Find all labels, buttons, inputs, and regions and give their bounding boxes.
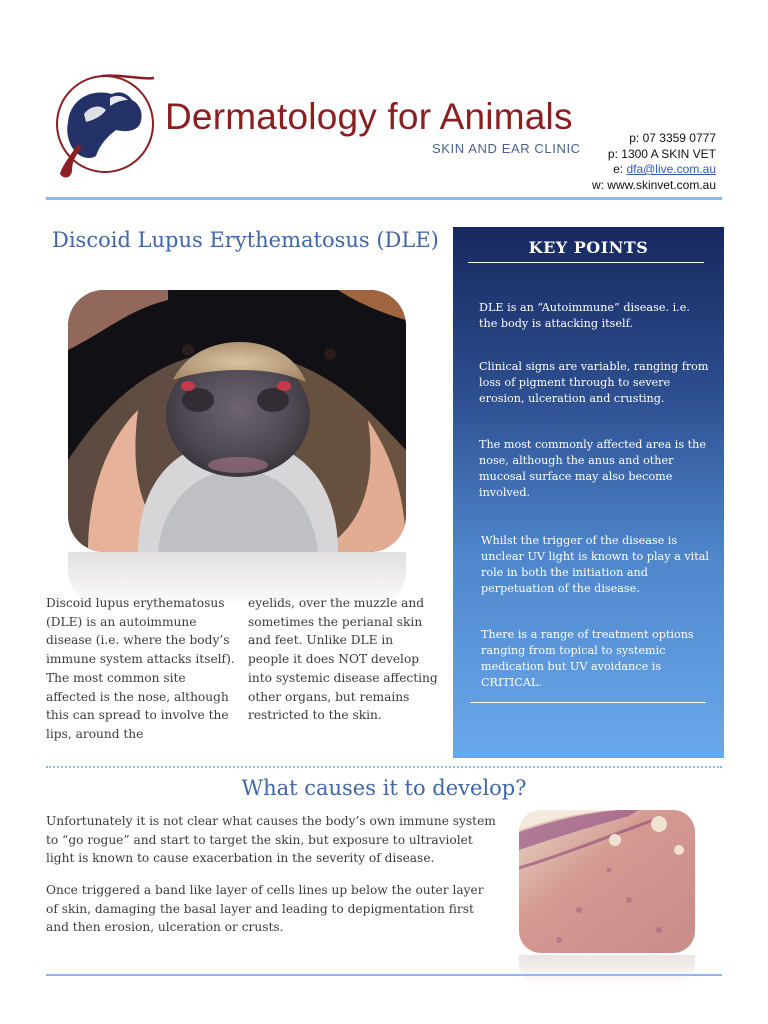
causes-para1: Unfortunately it is not clear what causes the body’s own immune system to “go rogue” and start to target the skin, but exposure to ultraviolet light is known to cause exacerbation in the severity of disease.	[46, 814, 496, 865]
key-point-5: There is a range of treatment options ranging from topical to systemic medication but UV avoidance is CRITICAL.	[481, 628, 694, 689]
key-point-3: The most commonly affected area is the nose, although the anus and other mucosal surface may also become involved.	[479, 438, 706, 499]
key-points-bottom-rule	[470, 702, 706, 703]
causes-para2: Once triggered a band like layer of cells lines up below the outer layer of skin, damaging the basal layer and leading to depigmentation first and then erosion, ulceration or crusts.	[46, 883, 484, 934]
article-col2: eyelids, over the muzzle and sometimes the perianal skin and feet. Unlike DLE in people it does NOT develop into systemic disease affecting other organs, but remains restricted to the skin.	[248, 596, 438, 723]
header-divider	[46, 197, 722, 200]
key-point-2: Clinical signs are variable, ranging from loss of pigment through to severe erosion, ulceration and crusting.	[479, 360, 709, 405]
contact-email-link[interactable]: dfa@live.com.au	[626, 162, 716, 176]
contact-email-row	[592, 162, 716, 178]
contact-email-prefix: e:	[613, 162, 627, 176]
key-points-title: KEY POINTS	[528, 238, 649, 257]
histology-image	[519, 810, 695, 953]
footer-divider	[46, 974, 722, 976]
histology-image-reflection	[519, 955, 695, 985]
contact-phone1: p: 07 3359 0777	[629, 131, 716, 145]
causes-title: What causes it to develop?	[241, 776, 527, 800]
dog-nose-photo	[68, 290, 406, 552]
section-divider-dotted	[46, 766, 722, 768]
key-points-title-rule	[468, 262, 704, 263]
logo	[50, 70, 160, 182]
dog-head-logo-icon	[50, 70, 160, 182]
brand-subtitle: SKIN AND EAR CLINIC	[432, 141, 581, 156]
article-title: Discoid Lupus Erythematosus (DLE)	[52, 228, 439, 252]
key-point-1: DLE is an “Autoimmune” disease. i.e. the body is attacking itself.	[479, 301, 690, 330]
brand-title: Dermatology for Animals	[165, 96, 573, 137]
contact-block	[592, 131, 716, 193]
key-point-4: Whilst the trigger of the disease is unclear UV light is known to play a vital role in both the initiation and perpetuation of the disease.	[481, 534, 709, 595]
contact-web: w: www.skinvet.com.au	[591, 177, 716, 192]
article-col1: Discoid lupus erythematosus (DLE) is an autoimmune disease (i.e. where the body’s immune system attacks itself). The most common site affected is the nose, although this can spread to involve the lips, around the	[46, 596, 235, 741]
contact-phone2: p: 1300 A SKIN VET	[607, 146, 716, 161]
